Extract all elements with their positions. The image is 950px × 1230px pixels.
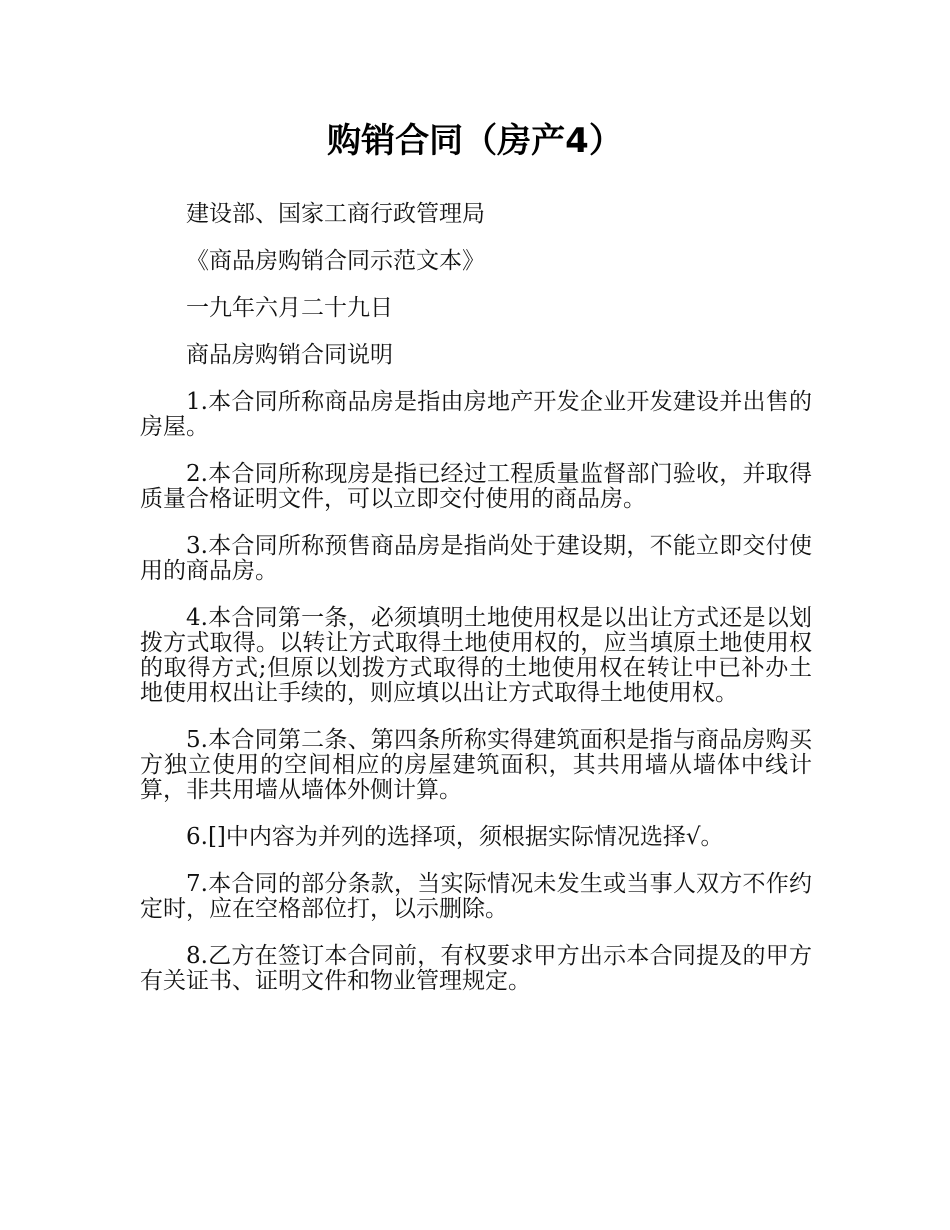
date-line: 一九年六月二十九日 [186, 295, 393, 321]
clause-7: 7.本合同的部分条款，当实际情况未发生或当事人双方不作约定时，应在空格部位打，以示删除。 [140, 871, 812, 922]
template-name-line: 《商品房购销合同示范文本》 [186, 248, 485, 274]
document-title: 购销合同（房产4） [327, 121, 623, 161]
clause-3: 3.本合同所称预售商品房是指尚处于建设期，不能立即交付使用的商品房。 [140, 533, 812, 584]
clause-1: 1.本合同所称商品房是指由房地产开发企业开发建设并出售的房屋。 [140, 389, 812, 440]
clause-8: 8.乙方在签订本合同前，有权要求甲方出示本合同提及的甲方有关证书、证明文件和物业管理规定。 [140, 943, 812, 994]
document-body [140, 202, 812, 1016]
clause-6: 6.[]中内容为并列的选择项，须根据实际情况选择√。 [186, 824, 724, 850]
clause-5: 5.本合同第二条、第四条所称实得建筑面积是指与商品房购买方独立使用的空间相应的房屋建筑面积，其共用墙从墙体中线计算，非共用墙从墙体外侧计算。 [140, 727, 812, 803]
clause-4: 4.本合同第一条，必须填明土地使用权是以出让方式还是以划拨方式取得。以转让方式取得土地使用权的，应当填原土地使用权的取得方式;但原以划拨方式取得的土地使用权在转让中已补办土地使用权出让手续的，则应填以出让方式取得土地使用权。 [140, 605, 812, 706]
clause-2: 2.本合同所称现房是指已经过工程质量监督部门验收，并取得质量合格证明文件，可以立即交付使用的商品房。 [140, 461, 812, 512]
issuer-line: 建设部、国家工商行政管理局 [186, 201, 485, 227]
section-heading: 商品房购销合同说明 [186, 342, 393, 368]
